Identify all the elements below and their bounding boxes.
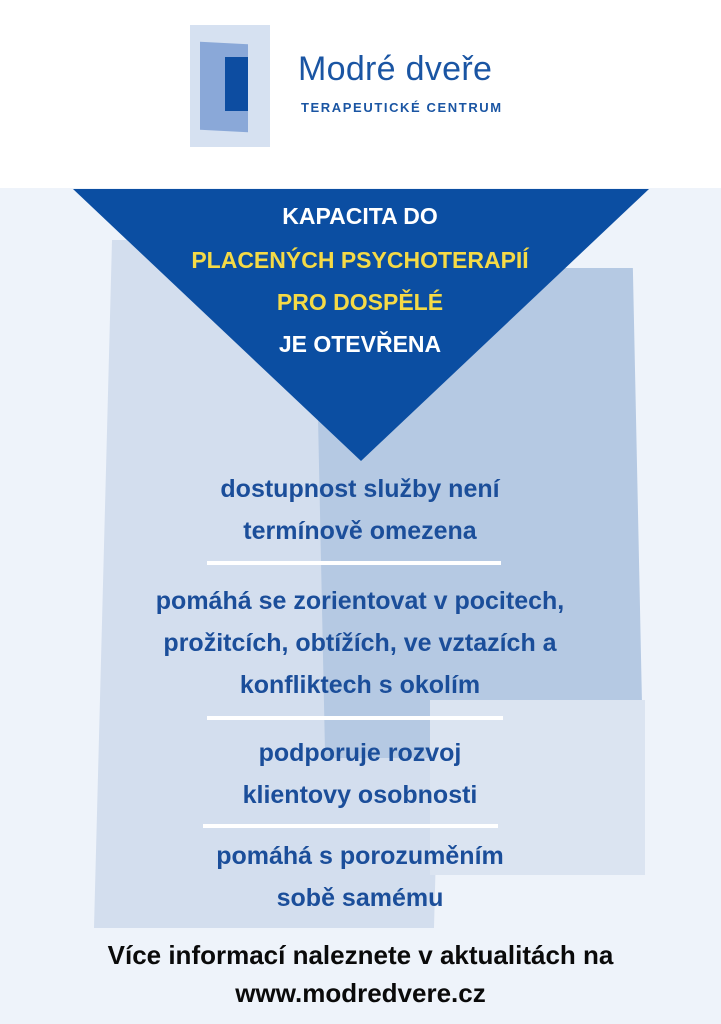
point-text-line: sobě samému <box>276 884 444 912</box>
headline-line-2: PLACENÝCH PSYCHOTERAPIÍ <box>191 247 529 273</box>
brand-subtitle: TERAPEUTICKÉ CENTRUM <box>301 100 503 115</box>
point-text-line: pomáhá s porozuměním <box>216 842 504 870</box>
divider <box>203 824 498 828</box>
logo-door <box>225 57 248 111</box>
door-logo-icon <box>190 25 270 147</box>
headline-line-4: JE OTEVŘENA <box>278 331 442 357</box>
headline-line-3: PRO DOSPĚLÉ <box>276 289 444 315</box>
point-orientation <box>80 580 640 706</box>
point-text-line: dostupnost služby není <box>220 475 500 503</box>
footer-info-text: Více informací naleznete v aktualitách na <box>107 940 614 970</box>
divider <box>207 716 503 720</box>
point-text-line: podporuje rozvoj <box>258 739 462 767</box>
point-personal-growth <box>80 732 640 816</box>
point-text-line: termínově omezena <box>243 517 477 545</box>
footer-website-link[interactable]: www.modredvere.cz <box>235 978 486 1008</box>
point-text-line: prožitcích, obtížích, ve vztazích a <box>163 629 557 657</box>
headline-banner <box>73 189 649 461</box>
point-availability <box>80 468 640 552</box>
point-self-understanding <box>80 835 640 919</box>
header <box>0 0 721 188</box>
brand-title: Modré dveře <box>298 50 493 88</box>
headline-line-1: KAPACITA DO <box>282 203 438 229</box>
point-text-line: pomáhá se zorientovat v pocitech, <box>155 587 565 615</box>
divider <box>207 561 501 565</box>
point-text-line: klientovy osobnosti <box>242 781 478 809</box>
point-text-line: konfliktech s okolím <box>239 671 481 699</box>
